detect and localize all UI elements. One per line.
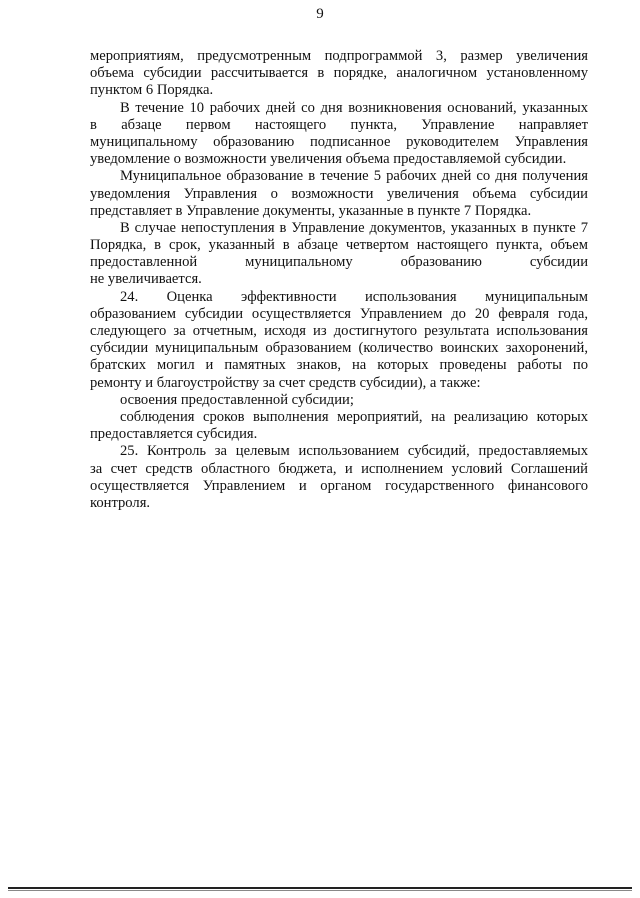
text-line: 24. Оценка эффективности использования муниципальным bbox=[120, 288, 588, 305]
text-line: предоставляется субсидия. bbox=[90, 426, 258, 443]
text-line: муниципальному образованию подписанное руководителем Управления bbox=[90, 133, 588, 150]
text-line: В случае непоступления в Управление документов, указанных в пункте 7 bbox=[120, 219, 588, 236]
text-line: В течение 10 рабочих дней со дня возникновения оснований, указанных bbox=[120, 99, 588, 116]
bottom-scan-rule-shadow bbox=[8, 890, 632, 891]
text-line: Порядка, в срок, указанный в абзаце четвертом настоящего пункта, объем bbox=[90, 237, 588, 254]
bottom-scan-rule bbox=[8, 887, 632, 889]
text-line: соблюдения сроков выполнения мероприятий, на реализацию которых bbox=[120, 408, 588, 425]
text-line: пунктом 6 Порядка. bbox=[90, 82, 214, 99]
text-line: уведомления Управления о возможности увеличения объема субсидии bbox=[90, 185, 588, 202]
text-line: в абзаце первом настоящего пункта, Управление направляет bbox=[90, 116, 588, 133]
text-line: ремонту и благоустройству за счет средств субсидии), а также: bbox=[90, 374, 481, 391]
text-line: следующего за отчетным, исходя из достигнутого результата использования bbox=[90, 323, 588, 339]
text-line: братских могил и памятных знаков, на которых проведены работы по bbox=[90, 357, 588, 374]
text-line: уведомление о возможности увеличения объема предоставляемой субсидии. bbox=[90, 151, 567, 168]
text-line: освоения предоставленной субсидии; bbox=[120, 391, 354, 408]
document-body bbox=[90, 48, 588, 512]
text-line: субсидии муниципальным образованием (количество воинских захоронений, bbox=[90, 340, 588, 357]
text-line: за счет средств областного бюджета, и исполнением условий Соглашений bbox=[90, 460, 588, 477]
text-line: мероприятиям, предусмотренным подпрограммой 3, размер увеличения bbox=[90, 48, 588, 64]
text-line: 25. Контроль за целевым использованием субсидий, предоставляемых bbox=[120, 443, 588, 460]
text-line: предоставленной муниципальному образованию субсидии bbox=[90, 254, 588, 271]
text-line: образованием субсидии осуществляется Управлением до 20 февраля года, bbox=[90, 305, 588, 322]
text-line: не увеличивается. bbox=[90, 271, 202, 288]
text-line: контроля. bbox=[90, 494, 151, 511]
text-line: представляет в Управление документы, указанные в пункте 7 Порядка. bbox=[90, 202, 532, 219]
page-number: 9 bbox=[316, 6, 324, 22]
text-line: осуществляется Управлением и органом государственного финансового bbox=[90, 477, 588, 494]
text-line: объема субсидии рассчитывается в порядке, аналогичном установленному bbox=[90, 65, 588, 82]
text-line: Муниципальное образование в течение 5 рабочих дней со дня получения bbox=[120, 168, 588, 185]
